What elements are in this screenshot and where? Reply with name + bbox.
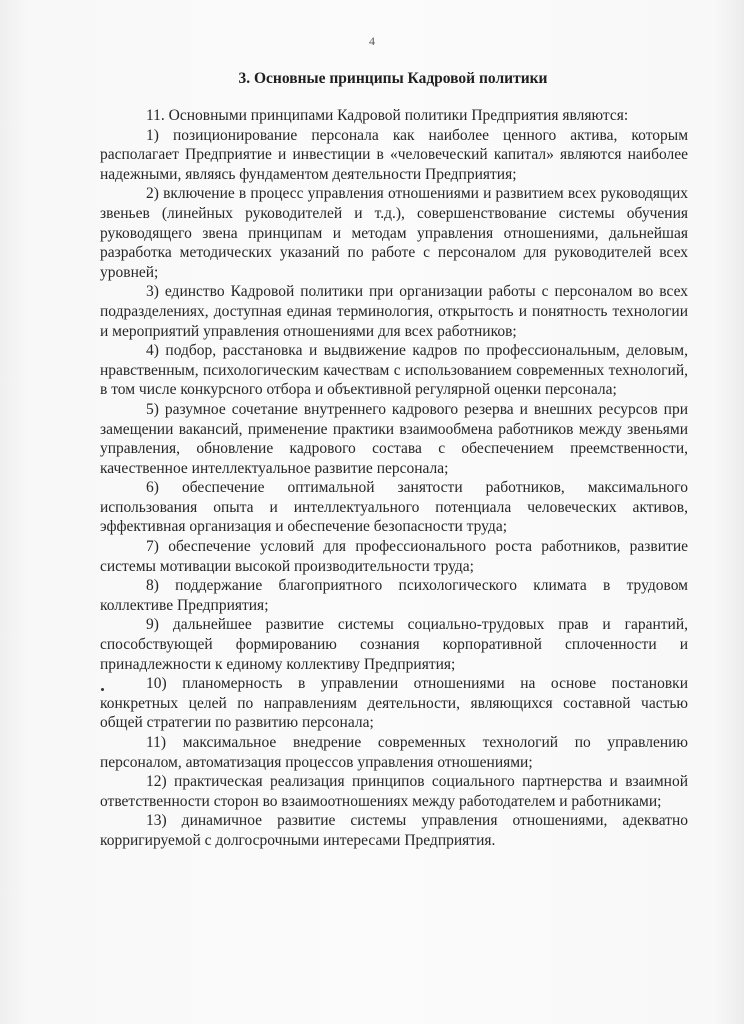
principle-item-11: 11) максимальное внедрение современных технологий по управлению персоналом, автоматизация процессов управления отношениями;	[100, 734, 688, 771]
principle-item-2: 2) включение в процесс управления отношениями и развитием всех руководящих звеньев (линейных руководителей и т.д.), совершенствование системы обучения руководящего звена принципам и методам управления отношениями, дальнейшая разработка методических указаний по работе с персоналом для руководителей всех уровней;	[100, 185, 688, 281]
principle-item-7: 7) обеспечение условий для профессионального роста работников, развитие системы мотивации высокой производительности труда;	[100, 538, 688, 575]
principle-item-9: 9) дальнейшее развитие системы социально-трудовых прав и гарантий, способствующей формированию сознания корпоративной сплоченности и принадлежности к единому коллективу Предприятия;	[100, 616, 688, 673]
document-body	[100, 106, 688, 851]
principle-item-1: 1) позиционирование персонала как наиболее ценного актива, которым располагает Предприятие и инвестиции в «человеческий капитал» являются наиболее надежными, являясь фундаментом деятельности Предприятия;	[100, 126, 688, 183]
principle-item-6: 6) обеспечение оптимальной занятости работников, максимального использования опыта и интеллектуального потенциала человеческих активов, эффективная организация и обеспечение безопасности труда;	[100, 479, 688, 536]
principle-item-13: 13) динамичное развитие системы управления отношениями, адекватно корригируемой с долгосрочными интересами Предприятия.	[100, 812, 688, 849]
principle-item-3: 3) единство Кадровой политики при организации работы с персоналом во всех подразделениях, доступная единая терминология, открытость и понятность технологии и мероприятий управления отношениями для всех работников;	[100, 283, 688, 340]
principle-item-4: 4) подбор, расстановка и выдвижение кадров по профессиональным, деловым, нравственным, психологическим качествам с использованием современных технологий, в том числе конкурсного отбора и объективной регулярной оценки персонала;	[100, 342, 688, 399]
section-title: 3. Основные принципы Кадровой политики	[238, 70, 548, 87]
principle-item-10: 10) планомерность в управлении отношениями на основе постановки конкретных целей по направлениям деятельности, являющихся составной частью общей стратегии по развитию персонала;	[100, 675, 688, 732]
page-number: 4	[369, 34, 375, 48]
scan-speck	[101, 688, 104, 691]
intro-paragraph: 11. Основными принципами Кадровой политики Предприятия являются:	[146, 107, 629, 124]
principle-item-12: 12) практическая реализация принципов социального партнерства и взаимной ответственности сторон во взаимоотношениях между работодателем и работниками;	[100, 773, 688, 810]
principle-item-8: 8) поддержание благоприятного психологического климата в трудовом коллективе Предприятия;	[100, 577, 688, 614]
principle-item-5: 5) разумное сочетание внутреннего кадрового резерва и внешних ресурсов при замещении вакансий, применение практики взаимообмена работников между звеньями управления, обновление кадрового состава с обеспечением преемственности, качественное интеллектуальное развитие персонала;	[100, 400, 688, 477]
